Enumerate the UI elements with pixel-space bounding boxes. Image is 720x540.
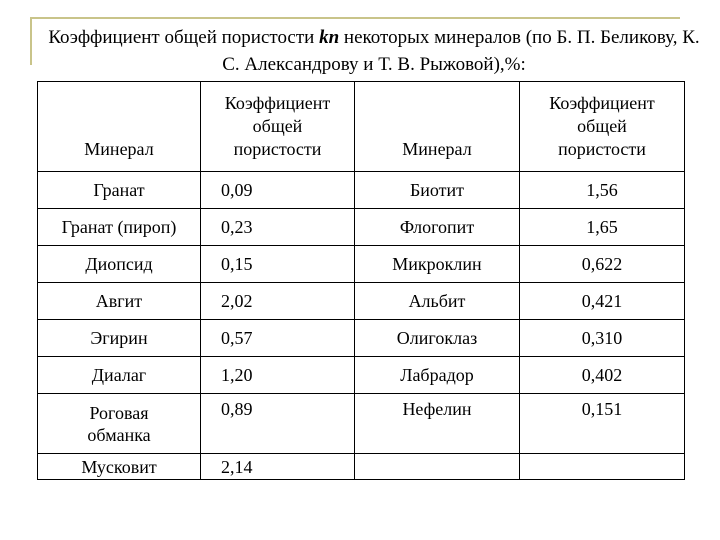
mineral-cell: Олигоклаз xyxy=(355,320,520,357)
porosity-cell: 1,65 xyxy=(520,209,685,246)
table-row xyxy=(38,320,685,357)
empty-cell xyxy=(355,454,520,480)
mineral-cell: Лабрадор xyxy=(355,357,520,394)
mineral-cell: Диопсид xyxy=(38,246,201,283)
mineral-cell: Диалаг xyxy=(38,357,201,394)
porosity-cell: 1,56 xyxy=(520,172,685,209)
header-mineral: Минерал xyxy=(38,82,201,172)
porosity-cell: 0,09 xyxy=(201,172,355,209)
mineral-cell: Эгирин xyxy=(38,320,201,357)
table-row xyxy=(38,283,685,320)
porosity-cell: 0,89 xyxy=(201,394,355,454)
table-header-row xyxy=(38,82,685,172)
mineral-cell: Биотит xyxy=(355,172,520,209)
title-text-start: Коэффициент общей пористости xyxy=(48,27,320,48)
table-row xyxy=(38,172,685,209)
mineral-cell: Роговая обманка xyxy=(38,394,201,454)
table-row xyxy=(38,394,685,454)
porosity-cell: 2,02 xyxy=(201,283,355,320)
porosity-cell: 2,14 xyxy=(201,454,355,480)
title-text-end: некоторых минералов (по Б. П. Беликову, К. С. Александрову и Т. В. Рыжовой),%: xyxy=(222,27,700,75)
porosity-cell: 0,310 xyxy=(520,320,685,357)
table-row xyxy=(38,246,685,283)
header-porosity: Коэффициент общей пористости xyxy=(201,82,355,172)
porosity-cell: 0,15 xyxy=(201,246,355,283)
porosity-cell: 0,402 xyxy=(520,357,685,394)
mineral-cell: Альбит xyxy=(355,283,520,320)
mineral-cell: Авгит xyxy=(38,283,201,320)
mineral-cell: Гранат xyxy=(38,172,201,209)
porosity-cell: 0,151 xyxy=(520,394,685,454)
porosity-cell: 0,622 xyxy=(520,246,685,283)
decorative-top-line xyxy=(30,17,680,19)
mineral-cell: Микроклин xyxy=(355,246,520,283)
mineral-cell: Флогопит xyxy=(355,209,520,246)
porosity-cell: 1,20 xyxy=(201,357,355,394)
table-row xyxy=(38,454,685,480)
empty-cell xyxy=(520,454,685,480)
decorative-left-line xyxy=(30,17,32,65)
porosity-table xyxy=(37,81,685,480)
mineral-cell: Мусковит xyxy=(38,454,201,480)
table-row xyxy=(38,357,685,394)
table-row xyxy=(38,209,685,246)
header-mineral: Минерал xyxy=(355,82,520,172)
porosity-cell: 0,23 xyxy=(201,209,355,246)
porosity-cell: 0,57 xyxy=(201,320,355,357)
mineral-cell: Гранат (пироп) xyxy=(38,209,201,246)
mineral-cell: Нефелин xyxy=(355,394,520,454)
header-porosity: Коэффициент общей пористости xyxy=(520,82,685,172)
porosity-cell: 0,421 xyxy=(520,283,685,320)
slide-title xyxy=(44,24,704,78)
title-symbol: kп xyxy=(319,27,340,48)
